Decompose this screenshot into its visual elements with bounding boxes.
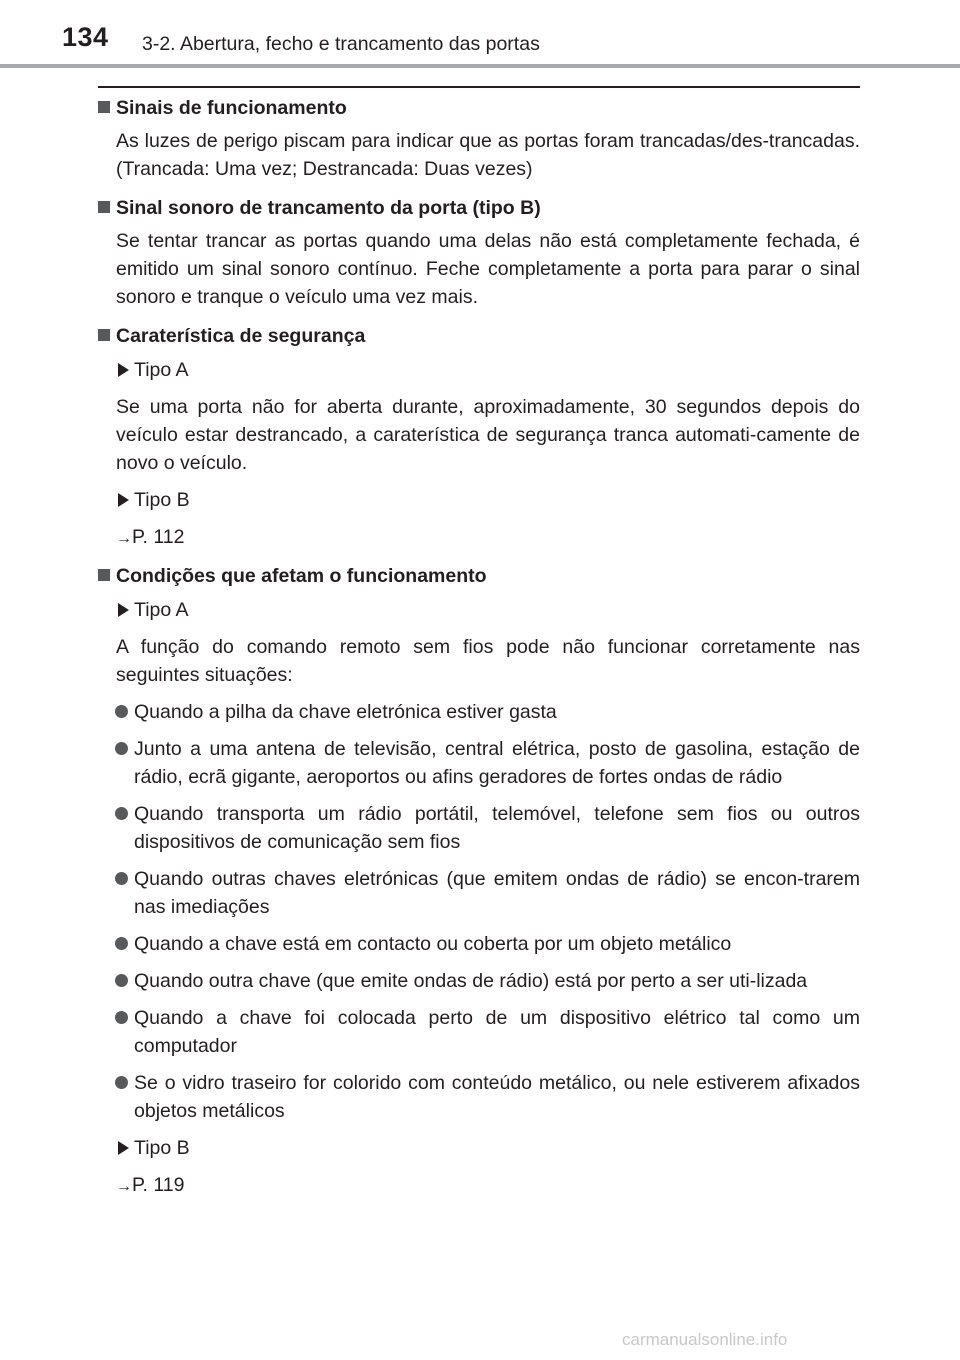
header-rule: [0, 64, 960, 68]
watermark: carmanualsonline.info: [622, 1330, 788, 1349]
triangle-right-icon: [118, 363, 129, 377]
arrow-right-icon: →: [116, 530, 132, 547]
section-title-text: Sinal sonoro de trancamento da porta (tipo B): [116, 197, 541, 219]
page-reference-link[interactable]: P. 119: [132, 1174, 185, 1196]
section-body: A função do comando remoto sem fios pode não funcionar corretamente nas seguintes situações:: [116, 636, 860, 686]
section-title-text: Sinais de funcionamento: [116, 97, 347, 119]
circle-bullet-icon: [115, 974, 128, 987]
list-item: [98, 930, 860, 958]
section-title-text: Condições que afetam o funcionamento: [116, 565, 487, 587]
list-item-text: Quando outra chave (que emite ondas de rádio) está por perto a ser uti-lizada: [134, 970, 808, 992]
list-item: [98, 967, 860, 995]
list-item-text: Se o vidro traseiro for colorido com conteúdo metálico, ou nele estiverem afixados objetos metálicos: [134, 1072, 860, 1122]
list-item: [98, 1069, 860, 1125]
circle-bullet-icon: [115, 1011, 128, 1024]
square-bullet-icon: [98, 201, 110, 213]
section-title-lock-buzzer: [98, 194, 860, 222]
circle-bullet-icon: [115, 937, 128, 950]
page-reference: [98, 523, 860, 553]
list-item-text: Quando a chave está em contacto ou coberta por um objeto metálico: [134, 933, 732, 955]
section-title-operation-signals: [98, 94, 860, 122]
list-item-text: Junto a uma antena de televisão, central elétrica, posto de gasolina, estação de rádio, ecrã gigante, aeroportos ou afins geradores de fortes ondas de rádio: [134, 738, 860, 788]
list-item: [98, 698, 860, 726]
circle-bullet-icon: [115, 1076, 128, 1089]
page-reference: [98, 1171, 860, 1201]
type-a-heading: [98, 356, 860, 384]
section-body: Se tentar trancar as portas quando uma delas não está completamente fechada, é emitido um sinal sonoro contínuo. Feche completamente a porta para parar o sinal sonoro e tranque o veículo uma vez mais.: [116, 230, 860, 308]
arrow-right-icon: →: [116, 1178, 132, 1195]
type-b-heading: [98, 486, 860, 514]
circle-bullet-icon: [115, 807, 128, 820]
section-body: As luzes de perigo piscam para indicar que as portas foram trancadas/des-trancadas. (Trancada: Uma vez; Destrancada: Duas vezes): [116, 130, 860, 180]
section-title-conditions: [98, 562, 860, 590]
page-number: 134: [62, 22, 109, 52]
page-content: [98, 94, 860, 1201]
type-label: Tipo A: [134, 599, 189, 621]
square-bullet-icon: [98, 101, 110, 113]
circle-bullet-icon: [115, 872, 128, 885]
list-item: [98, 800, 860, 856]
list-item: [98, 1004, 860, 1060]
section-title-security-feature: [98, 322, 860, 350]
type-a-heading: [98, 596, 860, 624]
type-label: Tipo B: [134, 1137, 190, 1159]
triangle-right-icon: [118, 603, 129, 617]
triangle-right-icon: [118, 1141, 129, 1155]
chapter-title: 3-2. Abertura, fecho e trancamento das portas: [142, 33, 540, 55]
list-item-text: Quando outras chaves eletrónicas (que emitem ondas de rádio) se encon-trarem nas imediações: [134, 868, 860, 918]
type-b-heading: [98, 1134, 860, 1162]
section-title-text: Caraterística de segurança: [116, 325, 366, 347]
list-item-text: Quando transporta um rádio portátil, telemóvel, telefone sem fios ou outros dispositivos de comunicação sem fios: [134, 803, 860, 853]
square-bullet-icon: [98, 569, 110, 581]
content-divider: [98, 86, 860, 88]
list-item: [98, 735, 860, 791]
page-reference-link[interactable]: P. 112: [132, 526, 185, 548]
type-label: Tipo B: [134, 489, 190, 511]
list-item: [98, 865, 860, 921]
list-item-text: Quando a chave foi colocada perto de um dispositivo elétrico tal como um computador: [134, 1007, 860, 1057]
type-label: Tipo A: [134, 359, 189, 381]
page-header: [0, 0, 960, 70]
list-item-text: Quando a pilha da chave eletrónica estiver gasta: [134, 701, 557, 723]
square-bullet-icon: [98, 329, 110, 341]
section-body: Se uma porta não for aberta durante, aproximadamente, 30 segundos depois do veículo estar destrancado, a caraterística de segurança tranca automati-camente de novo o veículo.: [116, 396, 860, 474]
triangle-right-icon: [118, 493, 129, 507]
circle-bullet-icon: [115, 705, 128, 718]
circle-bullet-icon: [115, 742, 128, 755]
